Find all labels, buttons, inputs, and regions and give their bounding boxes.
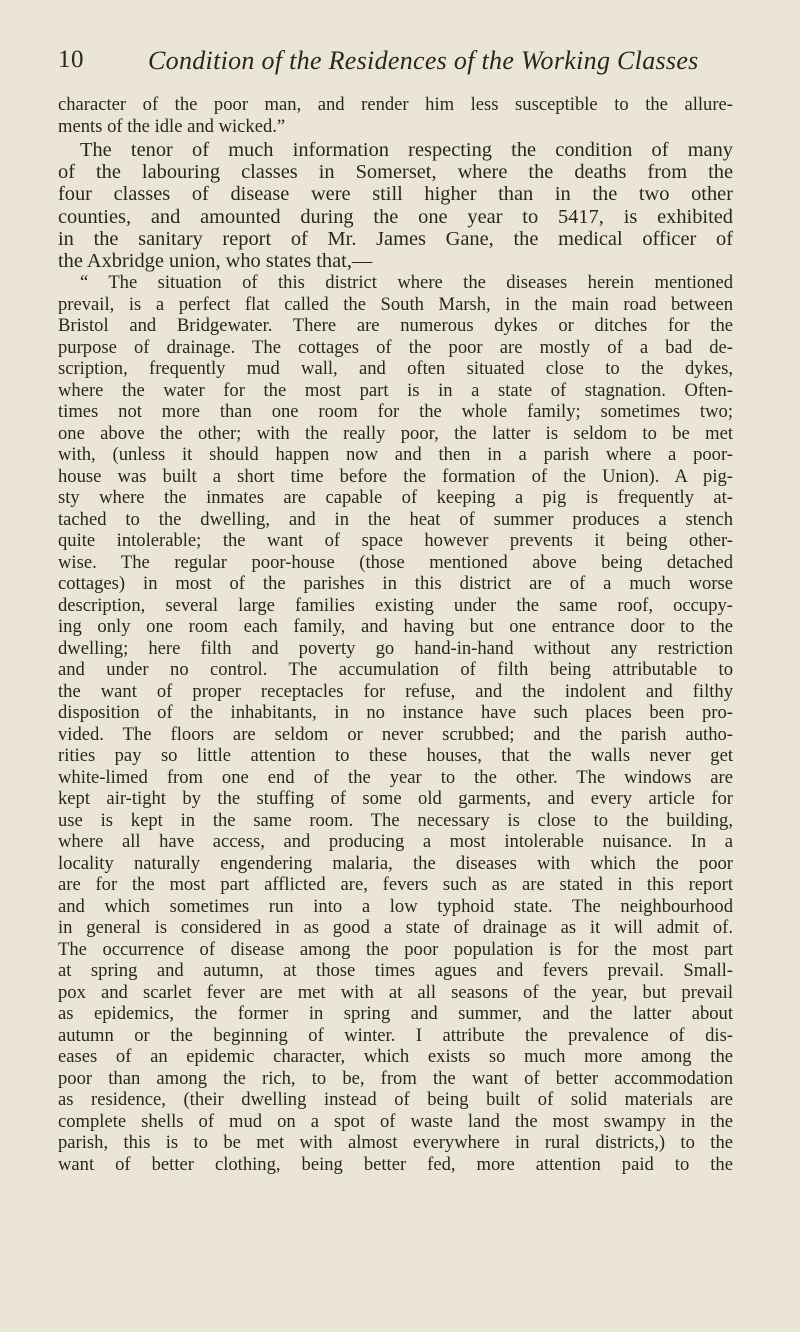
text-line: are for the most part afflicted are, fevers such as are stated in this report: [58, 874, 733, 896]
text-line: prevail, is a perfect flat called the South Marsh, in the main road between: [58, 293, 733, 315]
text-line: dwelling; here filth and poverty go hand-in-hand without any restriction: [58, 637, 733, 659]
page-number: 10: [58, 46, 84, 73]
text-line: as residence, (their dwelling instead of being built of solid materials are: [58, 1089, 733, 1111]
text-line: four classes of disease were still higher than in the two other: [58, 183, 733, 206]
paragraph-continuation: [58, 94, 733, 137]
text-line: in the sanitary report of Mr. James Gane, the medical officer of: [58, 227, 733, 250]
text-line: vided. The floors are seldom or never scrubbed; and the parish autho-: [58, 723, 733, 745]
text-line: and under no control. The accumulation of filth being attributable to: [58, 659, 733, 681]
text-line: with, (unless it should happen now and then in a parish where a poor-: [58, 444, 733, 466]
text-line: where all have access, and producing a most intolerable nuisance. In a: [58, 831, 733, 853]
text-line: the want of proper receptacles for refuse, and the indolent and filthy: [58, 680, 733, 702]
text-line: poor than among the rich, to be, from the want of better accommodation: [58, 1067, 733, 1089]
text-line: counties, and amounted during the one year to 5417, is exhibited: [58, 205, 733, 228]
text-line: times not more than one room for the whole family; sometimes two;: [58, 401, 733, 423]
text-line: one above the other; with the really poor, the latter is seldom to be met: [58, 422, 733, 444]
text-line: purpose of drainage. The cottages of the poor are mostly of a bad de-: [58, 336, 733, 358]
text-line: in general is considered in as good a state of drainage as it will admit of.: [58, 917, 733, 939]
text-line: scription, frequently mud wall, and often situated close to the dykes,: [58, 358, 733, 380]
text-line: rities pay so little attention to these houses, that the walls never get: [58, 745, 733, 767]
text-line: The tenor of much information respecting the condition of many: [80, 139, 733, 161]
text-line: description, several large families existing under the same roof, occupy-: [58, 594, 733, 616]
text-line: parish, this is to be met with almost everywhere in rural districts,) to the: [58, 1132, 733, 1154]
running-head: [50, 46, 750, 86]
text-line: and which sometimes run into a low typhoid state. The neighbourhood: [58, 895, 733, 917]
text-line: quite intolerable; the want of space however prevents it being other-: [58, 530, 733, 552]
text-line: use is kept in the same room. The necessary is close to the building,: [58, 809, 733, 831]
text-line: want of better clothing, being better fed, more attention paid to the: [58, 1153, 733, 1175]
paragraph-intro: [58, 139, 733, 272]
text-line: where the water for the most part is in a state of stagnation. Often-: [58, 379, 733, 401]
text-line: cottages) in most of the parishes in this district are of a much worse: [58, 573, 733, 595]
text-line: complete shells of mud on a spot of waste land the most swampy in the: [58, 1110, 733, 1132]
text-line: the Axbridge union, who states that,—: [58, 249, 373, 272]
text-line: kept air-tight by the stuffing of some old garments, and every article for: [58, 788, 733, 810]
text-line: character of the poor man, and render him less susceptible to the allure-: [58, 94, 733, 115]
running-head-title: Condition of the Residences of the Working Classes: [148, 46, 699, 75]
text-line: eases of an epidemic character, which exists so much more among the: [58, 1046, 733, 1068]
text-line: locality naturally engendering malaria, the diseases with which the poor: [58, 852, 733, 874]
text-line: white-limed from one end of the year to the other. The windows are: [58, 766, 733, 788]
text-line: of the labouring classes in Somerset, where the deaths from the: [58, 161, 733, 184]
text-line: ments of the idle and wicked.”: [58, 115, 286, 137]
text-line: disposition of the inhabitants, in no instance have such places been pro-: [58, 702, 733, 724]
text-line: Bristol and Bridgewater. There are numerous dykes or ditches for the: [58, 315, 733, 337]
text-line: autumn or the beginning of winter. I attribute the prevalence of dis-: [58, 1024, 733, 1046]
body-text: [58, 94, 733, 1175]
text-line: ing only one room each family, and having but one entrance door to the: [58, 616, 733, 638]
text-line: “ The situation of this district where the diseases herein mentioned: [80, 272, 733, 294]
text-line: tached to the dwelling, and in the heat of summer produces a stench: [58, 508, 733, 530]
text-line: at spring and autumn, at those times agues and fevers prevail. Small-: [58, 960, 733, 982]
quoted-report: [58, 272, 733, 1175]
text-line: The occurrence of disease among the poor population is for the most part: [58, 938, 733, 960]
text-line: house was built a short time before the formation of the Union). A pig-: [58, 465, 733, 487]
text-line: sty where the inmates are capable of keeping a pig is frequently at-: [58, 487, 733, 509]
text-line: as epidemics, the former in spring and summer, and the latter about: [58, 1003, 733, 1025]
text-line: wise. The regular poor-house (those mentioned above being detached: [58, 551, 733, 573]
text-line: pox and scarlet fever are met with at all seasons of the year, but prevail: [58, 981, 733, 1003]
